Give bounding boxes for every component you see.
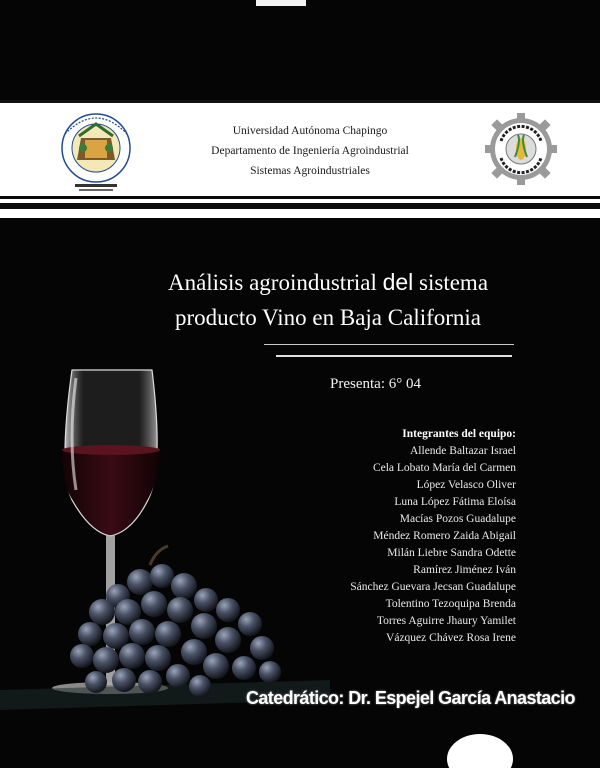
team-member: Sánchez Guevara Jecsan Guadalupe: [350, 581, 516, 593]
bottom-oval-shape: [447, 734, 513, 768]
team-member: Tolentino Tezoquipa Brenda: [385, 598, 516, 610]
team-member: Allende Baltazar Israel: [410, 445, 516, 457]
institution-block: [150, 121, 470, 181]
team-member: Méndez Romero Zaida Abigail: [373, 530, 516, 542]
team-member-list: [350, 443, 516, 647]
document-title: [118, 265, 538, 335]
university-seal-logo: [53, 108, 139, 196]
presenta-label: Presenta: 6° 04: [330, 376, 421, 392]
title-divider: [264, 344, 514, 345]
team-heading: Integrantes del equipo:: [402, 428, 516, 440]
ingenieria-gear-logo: [484, 111, 558, 187]
team-member: Luna López Fátima Eloísa: [394, 496, 516, 508]
team-member: Vázquez Chávez Rosa Irene: [386, 632, 516, 644]
team-member: Ramírez Jiménez Iván: [413, 564, 516, 576]
team-member: Macías Pozos Guadalupe: [399, 513, 516, 525]
title-divider: [276, 355, 512, 357]
team-member: Cela Lobato María del Carmen: [372, 462, 516, 474]
header-border-line: [0, 203, 600, 209]
header-border-top: [0, 100, 600, 103]
title-line1-part2: del: [382, 269, 414, 295]
team-member: López Velasco Oliver: [416, 479, 516, 491]
title-line1-part1: Análisis agroindustrial: [167, 270, 383, 295]
header-border-line: [0, 196, 600, 199]
title-line2: producto Vino en Baja California: [174, 305, 482, 330]
professor-name: Catedrático: Dr. Espejel García Anastacio: [246, 688, 575, 708]
title-line1-part3: sistema: [413, 270, 489, 295]
university-name: Universidad Autónoma Chapingo: [232, 125, 388, 137]
program-name: Sistemas Agroindustriales: [250, 165, 370, 177]
department-name: Departamento de Ingeniería Agroindustrial: [211, 145, 409, 157]
team-member: Milán Liebre Sandra Odette: [387, 547, 516, 559]
top-tab: [256, 0, 306, 6]
team-member: Torres Aguirre Jhaury Yamilet: [376, 615, 516, 627]
